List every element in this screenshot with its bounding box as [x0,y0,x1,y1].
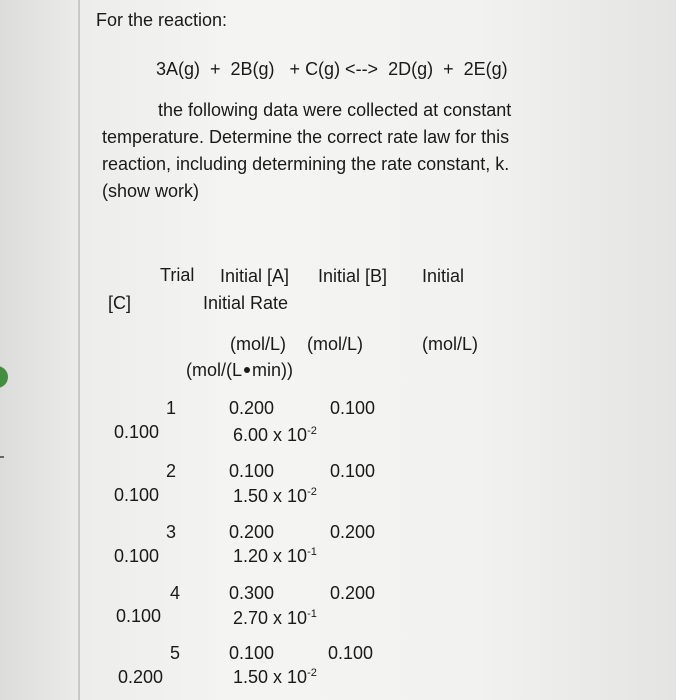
header-trial: Trial [160,265,195,285]
row5-trial: 5 [170,643,181,663]
header-initial: Initial [422,266,465,286]
header-initial-b: Initial [B] [318,266,388,286]
instruction-line-1: the following data were collected at constant [158,100,512,120]
dot-operator-icon [244,367,250,373]
row4-rate [233,607,317,629]
unit-b: (mol/L) [307,334,364,354]
row1-rate [233,424,317,446]
row2-a: 0.100 [229,461,275,481]
row1-b: 0.100 [330,398,376,418]
row1-rate-exp: -2 [307,425,317,437]
unit-rate [186,359,293,381]
row4-a: 0.300 [229,583,275,603]
row5-rate-exp: -2 [307,667,317,679]
row5-c: 0.200 [118,667,164,687]
reaction-equation: 3A(g) + 2B(g) + C(g) <--> 2D(g) + 2E(g) [156,59,508,79]
unit-c: (mol/L) [422,334,479,354]
row3-trial: 3 [166,522,177,542]
row3-rate [233,545,317,567]
left-margin [0,0,78,700]
instruction-line-4: (show work) [102,181,200,201]
row4-trial: 4 [170,583,181,603]
row2-trial: 2 [166,461,177,481]
row4-c: 0.100 [116,606,162,626]
row2-rate-base: 1.50 x 10 [233,486,308,506]
unit-rate-prefix: (mol/(L [186,360,243,380]
row5-rate-base: 1.50 x 10 [233,667,308,687]
header-initial-rate: Initial Rate [203,293,289,313]
instruction-line-2: temperature. Determine the correct rate law for this [102,127,510,147]
header-c: [C] [108,293,132,313]
row3-a: 0.200 [229,522,275,542]
row2-rate [233,485,317,507]
row2-c: 0.100 [114,485,160,505]
row1-a: 0.200 [229,398,275,418]
row1-rate-base: 6.00 x 10 [233,425,308,445]
unit-rate-suffix: min)) [252,360,294,380]
header-initial-a: Initial [A] [220,266,290,286]
row2-b: 0.100 [330,461,376,481]
row4-rate-base: 2.70 x 10 [233,608,308,628]
row3-c: 0.100 [114,546,160,566]
row1-c: 0.100 [114,422,160,442]
row4-b: 0.200 [330,583,376,603]
row1-trial: 1 [166,398,177,418]
row4-rate-exp: -1 [307,608,317,620]
unit-a: (mol/L) [230,334,287,354]
row5-b: 0.100 [328,643,374,663]
row5-rate [233,666,317,688]
row5-a: 0.100 [229,643,275,663]
row3-b: 0.200 [330,522,376,542]
row3-rate-base: 1.20 x 10 [233,546,308,566]
edge-tick [0,456,4,458]
row3-rate-exp: -1 [307,546,317,558]
margin-divider [78,0,80,700]
row2-rate-exp: -2 [307,486,317,498]
heading: For the reaction: [96,10,228,30]
instruction-line-3: reaction, including determining the rate constant, k. [102,154,510,174]
